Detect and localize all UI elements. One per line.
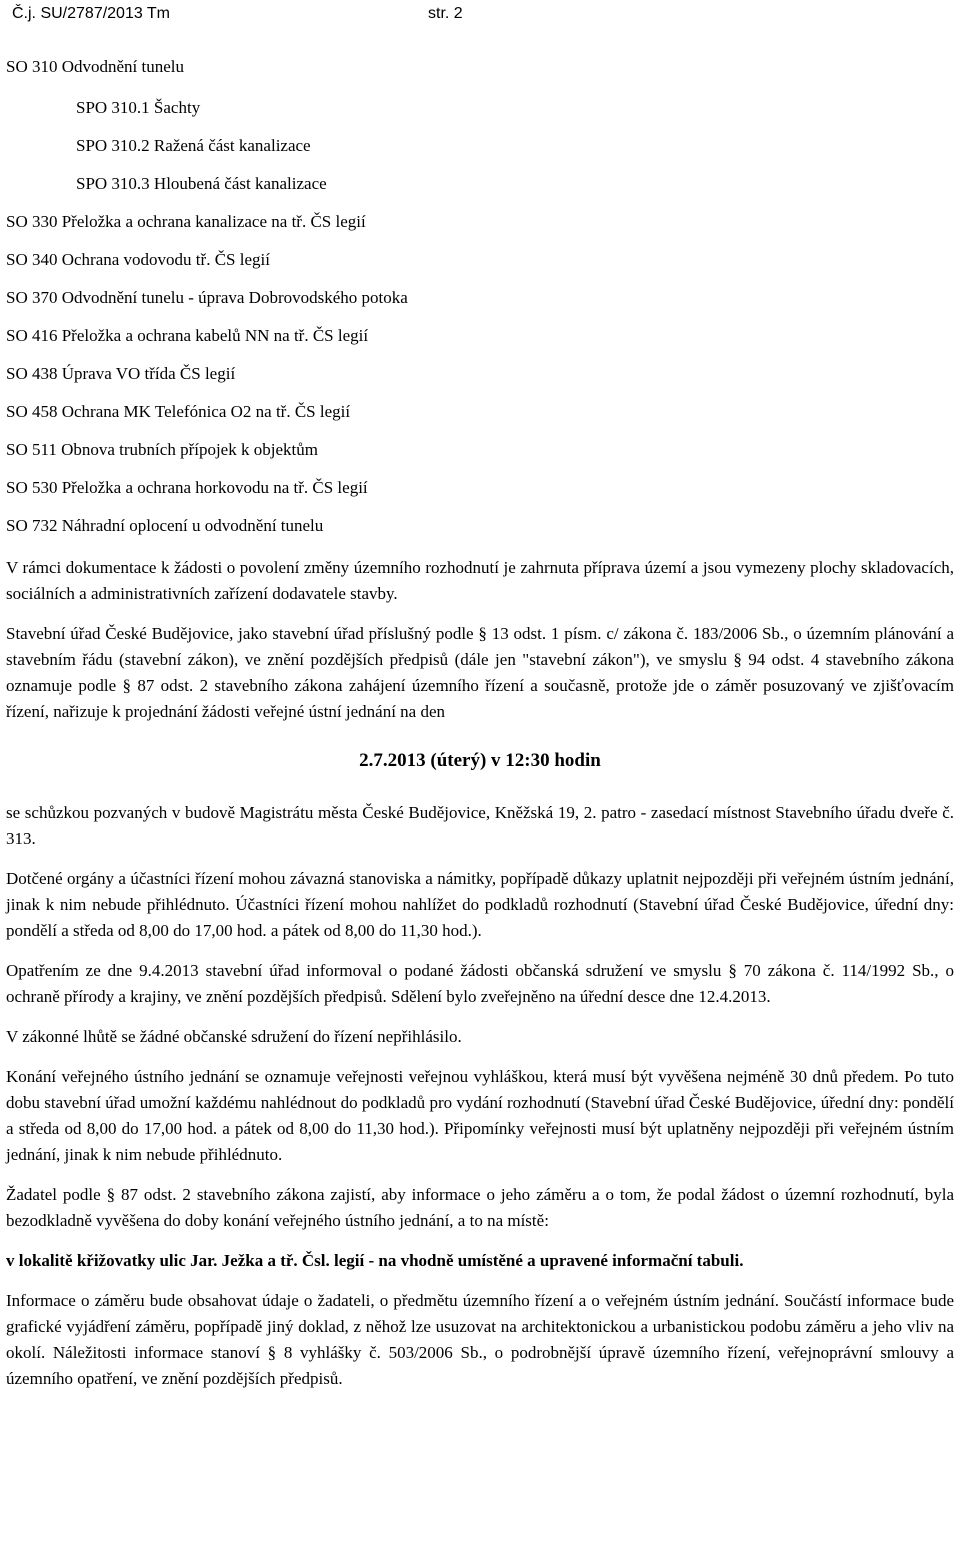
list-item: SO 310 Odvodnění tunelu — [6, 57, 185, 76]
hearing-date: 2.7.2013 (úterý) v 12:30 hodin — [359, 750, 601, 771]
list-item: SPO 310.1 Šachty — [76, 98, 201, 117]
paragraph-notice: Stavební úřad České Budějovice, jako stavební úřad příslušný podle § 13 odst. 1 písm. c/ zákona č. 183/2006 Sb., o územním plánování a stavebním řádu (stavební zákon), ve znění pozdějších předpisů (dále jen "stavební zákon"), ve smyslu § 94 odst. 4 stavebního zákona oznamuje podle § 87 odst. 2 stavebního zákona zahájení územního řízení a současně, protože jde o záměr posuzovaný ve zjišťovacím řízení, nařizuje k projednání žádosti veřejné ústní jednání na den — [6, 624, 954, 721]
list-item: SPO 310.2 Ražená část kanalizace — [76, 136, 311, 155]
reference-number: Č.j. SU/2787/2013 Tm — [12, 5, 171, 22]
list-item: SO 416 Přeložka a ochrana kabelů NN na tř. ČS legií — [6, 326, 369, 345]
list-item: SPO 310.3 Hloubená část kanalizace — [76, 174, 327, 193]
list-item: SO 438 Úprava VO třída ČS legií — [6, 364, 236, 383]
paragraph-information-content: Informace o záměru bude obsahovat údaje o žadateli, o předmětu územního řízení a o veřejném ústním jednání. Součástí informace bude grafické vyjádření záměru, popřípadě jiný doklad, z něhož lze usuzovat na architektonickou a urbanistickou podobu záměru a jeho vliv na okolí. Náležitosti informace stanoví § 8 vyhlášky č. 503/2006 Sb., o podrobnější úpravě územního řízení, veřejnoprávní smlouvy a územního opatření, ve znění pozdějších předpisů. — [6, 1290, 954, 1388]
list-item: SO 340 Ochrana vodovodu tř. ČS legií — [6, 250, 270, 269]
paragraph-objections: Dotčené orgány a účastníci řízení mohou závazná stanoviska a námitky, popřípadě důkazy uplatnit nejpozději při veřejném ústním jednání, jinak k nim nebude přihlédnuto. Účastníci řízení mohou nahlížet do podkladů rozhodnutí (Stavební úřad České Budějovice, úřední dny: pondělí a středa od 8,00 do 17,00 hod. a pátek od 8,00 do 11,30 hod.). — [6, 868, 954, 940]
page-number: str. 2 — [428, 5, 463, 22]
list-item: SO 330 Přeložka a ochrana kanalizace na tř. ČS legií — [6, 212, 366, 231]
list-item: SO 732 Náhradní oplocení u odvodnění tunelu — [6, 516, 324, 535]
list-item: SO 511 Obnova trubních přípojek k objektům — [6, 440, 318, 459]
construction-objects-list — [6, 53, 954, 545]
paragraph-public-notice: Konání veřejného ústního jednání se oznamuje veřejnosti veřejnou vyhláškou, která musí být vyvěšena nejméně 30 dnů předem. Po tuto dobu stavební úřad umožní každému nahlédnout do podkladů pro vydání rozhodnutí (Stavební úřad České Budějovice, úřední dny: pondělí a středa od 8,00 do 17,00 hod. a pátek od 8,00 do 11,30 hod.). Připomínky veřejnosti musí být uplatněny nejpozději při veřejném ústním jednání, jinak k nim nebude přihlédnuto. — [6, 1066, 954, 1164]
list-item: SO 458 Ochrana MK Telefónica O2 na tř. ČS legií — [6, 402, 351, 421]
paragraph-no-association: V zákonné lhůtě se žádné občanské sdružení do řízení nepřihlásilo. — [6, 1026, 462, 1046]
paragraph-applicant: Žadatel podle § 87 odst. 2 stavebního zákona zajistí, aby informace o jeho záměru a o tom, že podal žádost o územní rozhodnutí, byla bezodkladně vyvěšena do doby konání veřejného ústního jednání, a to na místě: — [6, 1184, 954, 1230]
paragraph-site-preparation: V rámci dokumentace k žádosti o povolení změny územního rozhodnutí je zahrnuta příprava území a jsou vymezeny plochy skladovacích, sociálních a administrativních zařízení dodavatele stavby. — [6, 558, 954, 603]
paragraph-meeting-place: se schůzkou pozvaných v budově Magistrátu města České Budějovice, Kněžská 19, 2. patro - zasedací místnost Stavebního úřadu dveře č. 313. — [6, 802, 954, 848]
list-item: SO 530 Přeložka a ochrana horkovodu na tř. ČS legií — [6, 478, 368, 497]
paragraph-location: v lokalitě křižovatky ulic Jar. Ježka a tř. Čsl. legií - na vhodně umístěné a upravené informační tabuli. — [6, 1250, 744, 1270]
list-item: SO 370 Odvodnění tunelu - úprava Dobrovodského potoka — [6, 288, 408, 307]
page-header — [6, 0, 954, 30]
paragraph-associations: Opatřením ze dne 9.4.2013 stavební úřad informoval o podané žádosti občanská sdružení ve smyslu § 70 zákona č. 114/1992 Sb., o ochraně přírody a krajiny, ve znění pozdějších předpisů. Sdělení bylo zveřejněno na úřední desce dne 12.4.2013. — [6, 960, 954, 1006]
